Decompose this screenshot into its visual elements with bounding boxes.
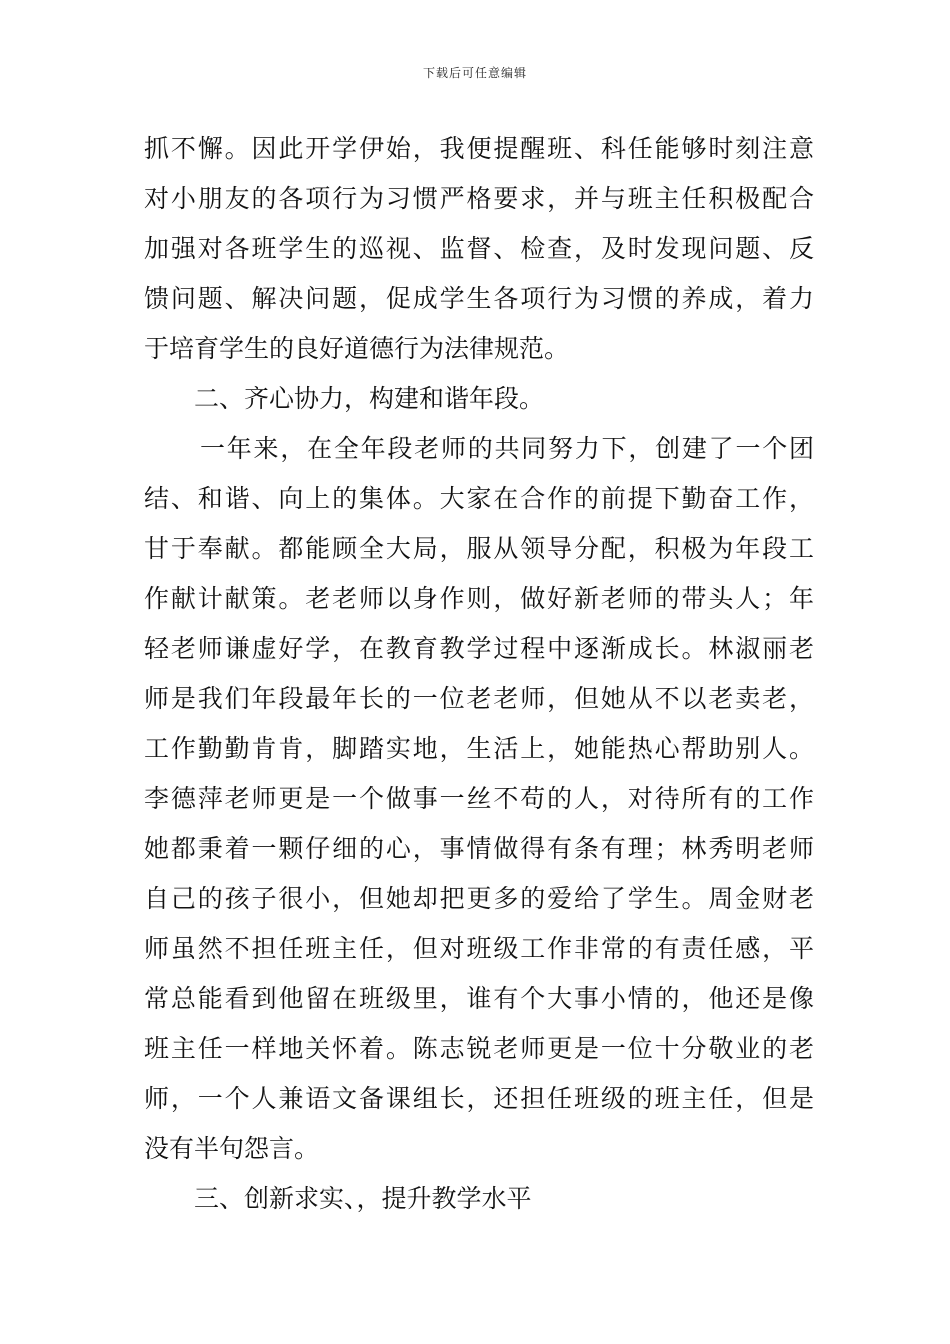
body-line: 馈问题、解决问题，促成学生各项行为习惯的养成，着力 (144, 284, 814, 313)
section-heading: 二、齐心协力，构建和谐年段。 (194, 384, 545, 413)
body-line: 常总能看到他留在班级里，谁有个大事小情的，他还是像 (144, 984, 814, 1013)
page-header-note: 下载后可任意编辑 (422, 66, 527, 80)
body-line: 班主任一样地关怀着。陈志锐老师更是一位十分敬业的老 (144, 1034, 814, 1063)
body-line: 师，一个人兼语文备课组长，还担任班级的班主任，但是 (144, 1084, 814, 1113)
body-line: 她都秉着一颗仔细的心，事情做得有条有理；林秀明老师 (144, 834, 814, 863)
body-line: 轻老师谦虚好学，在教育教学过程中逐渐成长。林淑丽老 (144, 634, 814, 663)
body-line: 抓不懈。因此开学伊始，我便提醒班、科任能够时刻注意 (144, 134, 814, 163)
body-line: 工作勤勤肯肯，脚踏实地，生活上，她能热心帮助别人。 (144, 734, 814, 763)
body-line: 师是我们年段最年长的一位老老师，但她从不以老卖老， (144, 684, 814, 713)
body-line: 李德萍老师更是一个做事一丝不苟的人，对待所有的工作 (144, 784, 814, 813)
body-line: 甘于奉献。都能顾全大局，服从领导分配，积极为年段工 (144, 534, 814, 563)
body-line: 结、和谐、向上的集体。大家在合作的前提下勤奋工作， (144, 484, 814, 513)
body-line: 自己的孩子很小，但她却把更多的爱给了学生。周金财老 (144, 884, 814, 913)
body-line: 加强对各班学生的巡视、监督、检查，及时发现问题、反 (144, 234, 814, 263)
body-line: 没有半句怨言。 (144, 1134, 320, 1163)
body-line: 作献计献策。老老师以身作则，做好新老师的带头人；年 (144, 584, 814, 613)
body-line: 师虽然不担任班主任，但对班级工作非常的有责任感，平 (144, 934, 814, 963)
body-line: 一年来，在全年段老师的共同努力下，创建了一个团 (200, 434, 814, 463)
body-line: 对小朋友的各项行为习惯严格要求，并与班主任积极配合 (144, 184, 814, 213)
body-line: 于培育学生的良好道德行为法律规范。 (144, 334, 570, 363)
section-heading: 三、创新求实、，提升教学水平 (194, 1184, 532, 1213)
